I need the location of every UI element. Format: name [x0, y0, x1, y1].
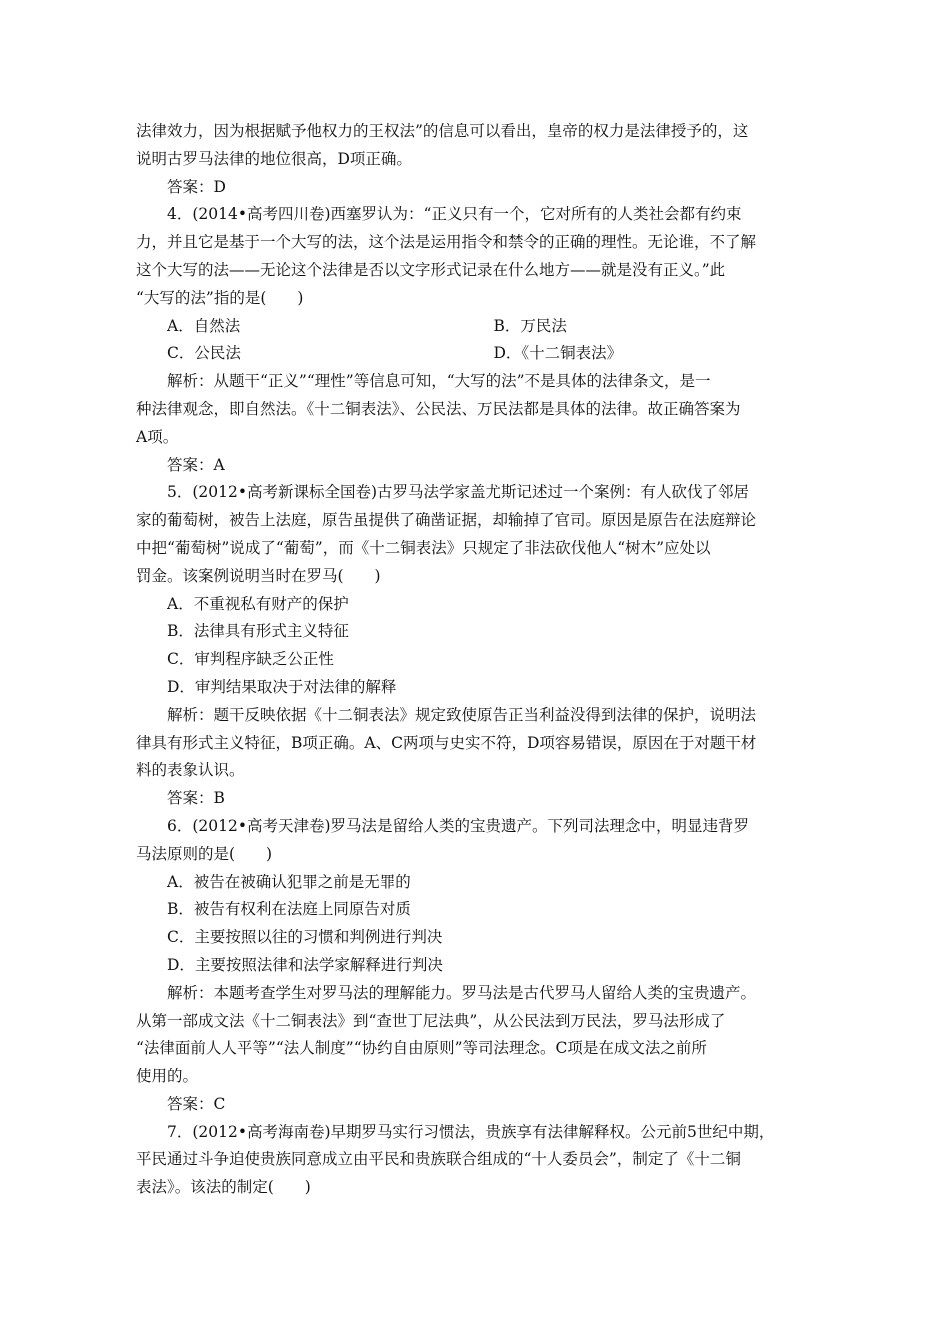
question-5	[136, 479, 820, 813]
question-stem-line: 4．(2014•高考四川卷)西塞罗认为：“正义只有一个，它对所有的人类社会都有约束	[167, 205, 742, 224]
answer-line: 答案：B	[167, 789, 225, 808]
analysis-line: 律具有形式主义特征，B项正确。A、C两项与史实不符，D项容易错误，原因在于对题干材	[136, 733, 757, 752]
analysis-line: 料的表象认识。	[136, 761, 245, 780]
question-stem-line: “大写的法”指的是( )	[136, 288, 304, 307]
intro-line: 法律效力，因为根据赋予他权力的王权法”的信息可以看出，皇帝的权力是法律授予的，这	[136, 122, 749, 140]
page-content	[136, 118, 820, 1202]
question-7	[136, 1119, 820, 1202]
analysis-line: A项。	[136, 427, 179, 446]
question-stem-line: 6．(2012•高考天津卷)罗马法是留给人类的宝贵遗产。下列司法理念中，明显违背罗	[167, 816, 750, 835]
intro-line: 说明古罗马法律的地位很高，D项正确。	[136, 149, 412, 168]
analysis-line: 使用的。	[136, 1067, 199, 1086]
analysis-line: 解析：题干反映依据《十二铜表法》规定致使原告正当利益没得到法律的保护，说明法	[167, 705, 757, 724]
question-stem-line: 5．(2012•高考新课标全国卷)古罗马法学家盖尤斯记述过一个案例：有人砍伐了邻居	[167, 483, 750, 502]
answer-line: 答案：A	[167, 455, 225, 474]
question-6	[136, 813, 820, 1119]
question-stem-line: 这个大写的法——无论这个法律是否以文字形式记录在什么地方——就是没有正义。”此	[136, 260, 726, 279]
option-b: B．万民法	[493, 316, 567, 335]
option-d: D．主要按照法律和法学家解释进行判决	[167, 955, 443, 974]
analysis-line: 解析：本题考查学生对罗马法的理解能力。罗马法是古代罗马人留给人类的宝贵遗产。	[167, 983, 757, 1002]
analysis-line: 种法律观念，即自然法。《十二铜表法》、公民法、万民法都是具体的法律。故正确答案为	[136, 399, 741, 418]
analysis-line: 从第一部成文法《十二铜表法》到“查世丁尼法典”，从公民法到万民法，罗马法形成了	[136, 1011, 726, 1030]
option-c: C．公民法	[167, 344, 241, 363]
option-b: B．被告有权利在法庭上同原告对质	[167, 900, 411, 919]
question-stem-line: 表法》。该法的制定( )	[136, 1178, 311, 1197]
option-row	[136, 340, 820, 368]
option-d: D．《十二铜表法》	[493, 344, 623, 363]
answer-line: 答案：D	[167, 177, 226, 196]
option-d: D．审判结果取决于对法律的解释	[167, 677, 397, 696]
question-stem-line: 马法原则的是( )	[136, 844, 273, 863]
analysis-line: 解析：从题干“正义”“理性”等信息可知，“大写的法”不是具体的法律条文，是一	[167, 372, 711, 391]
question-4	[136, 201, 820, 479]
option-b: B．法律具有形式主义特征	[167, 622, 349, 641]
question-stem-line: 力，并且它是基于一个大写的法，这个法是运用指令和禁令的正确的理性。无论谁，不了解	[136, 233, 757, 252]
question-stem-line: 罚金。该案例说明当时在罗马( )	[136, 566, 381, 585]
option-a: A．不重视私有财产的保护	[167, 594, 349, 613]
answer-line: 答案：C	[167, 1094, 226, 1113]
question-stem-line: 中把“葡萄树”说成了“葡萄”，而《十二铜表法》只规定了非法砍伐他人“树木”应处以	[136, 538, 711, 557]
question-stem-line: 平民通过斗争迫使贵族同意成立由平民和贵族联合组成的“十人委员会”，制定了《十二铜	[136, 1150, 741, 1169]
analysis-line: “法律面前人人平等”“法人制度”“协约自由原则”等司法理念。C项是在成文法之前所	[136, 1039, 707, 1058]
question-stem-line: 7．(2012•高考海南卷)早期罗马实行习惯法，贵族享有法律解释权。公元前5世纪中期，	[167, 1122, 775, 1141]
option-a: A．自然法	[167, 316, 241, 335]
option-row	[136, 313, 820, 341]
question-stem-line: 家的葡萄树，被告上法庭，原告虽提供了确凿证据，却输掉了官司。原因是原告在法庭辩论	[136, 511, 757, 530]
option-c: C．审判程序缺乏公正性	[167, 650, 334, 669]
option-a: A．被告在被确认犯罪之前是无罪的	[167, 872, 411, 891]
option-c: C．主要按照以往的习惯和判例进行判决	[167, 928, 443, 947]
